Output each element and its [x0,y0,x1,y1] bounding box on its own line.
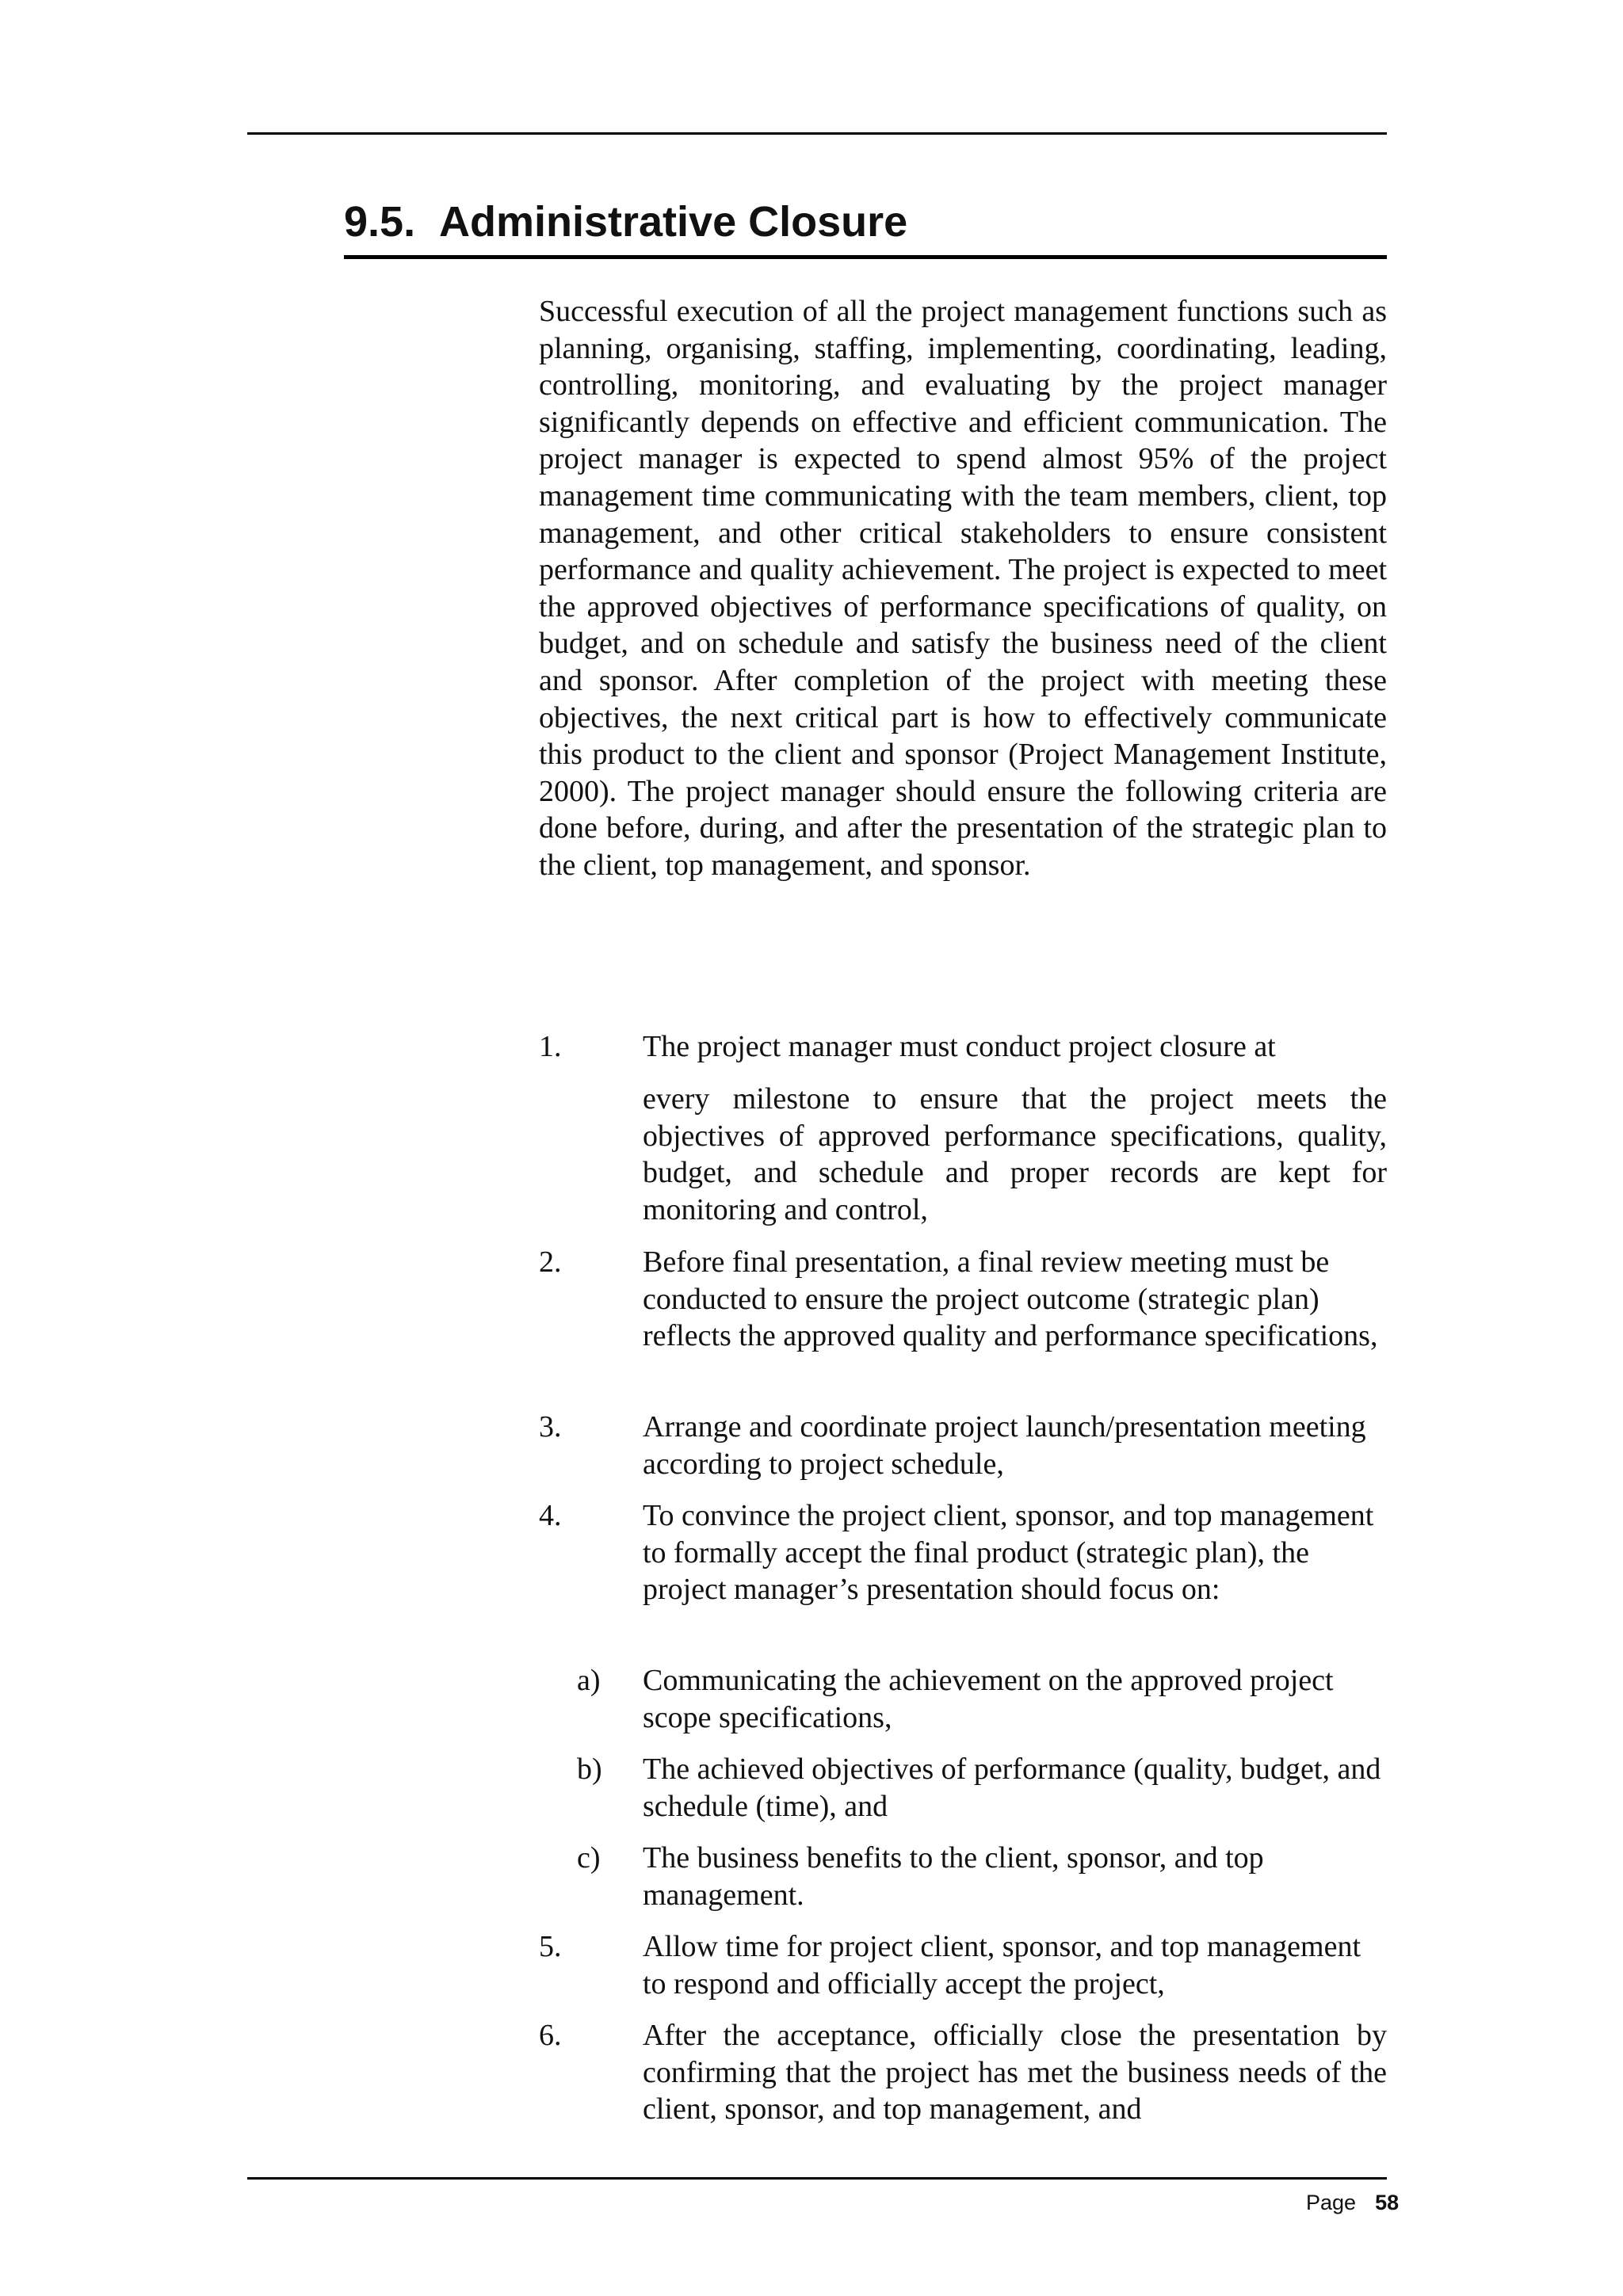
top-divider [247,132,1387,135]
list-item-first-line: The project manager must conduct project closure at [643,1030,1276,1063]
list-item-text: To convince the project client, sponsor, and top management to formally accept the final product (strategic plan), the project manager’s presentation should focus on: [643,1499,1374,1607]
page-footer [1306,2187,1399,2218]
list-marker: 3. [539,1410,562,1444]
list-item-text: After the acceptance, officially close the presentation by confirming that the project has met the business needs of the client, sponsor, and top management, and [643,2019,1387,2126]
list-item-content [643,1409,1387,1482]
footer-divider [247,2177,1387,2180]
sub-list-item-content [643,1662,1387,1736]
intro-paragraph: Successful execution of all the project management functions such as planning, organising, staffing, implementing, coordinating, leading, controlling, monitoring, and evaluating by the project manager significantly depends on effective and efficient communication. The project manager is expected to spend almost 95% of the project management time communicating with the team members, client, top management, and other critical stakeholders to ensure consistent performance and quality achievement. The project is expected to meet the approved objectives of performance specifications of quality, on budget, and on schedule and satisfy the business need of the client and sponsor. After completion of the project with meeting these objectives, the next critical part is how to effectively communicate this product to the client and sponsor (Project Management Institute, 2000). The project manager should ensure the following criteria are done before, during, and after the presentation of the strategic plan to the client, top management, and sponsor. [539,295,1387,882]
section-title: Administrative Closure [439,198,908,246]
list-marker: 4. [539,1499,562,1532]
list-item-text: Before final presentation, a final review meeting must be conducted to ensure the project outcome (strategic plan) reflects the approved quality and performance specifications, [643,1245,1378,1353]
sub-list-marker: a) [577,1664,601,1697]
list-marker: 5. [539,1930,562,1963]
list-item-content [643,1928,1387,2002]
sub-list-marker: c) [577,1841,601,1875]
section-number: 9.5. [344,198,416,246]
sub-list-item-content [643,1840,1387,1913]
list-item-continuation: every milestone to ensure that the project meets the objectives of approved performance specifications, quality, budget, and schedule and proper records are kept for monitoring and control, [643,1082,1387,1226]
page-number: 58 [1375,2191,1400,2214]
sub-list-item-text: The business benefits to the client, sponsor, and top management. [643,1841,1264,1912]
sub-list-marker: b) [577,1753,602,1786]
list-marker: 6. [539,2019,562,2052]
sub-list-item-content [643,1751,1387,1825]
page-label: Page [1306,2191,1357,2214]
list-item-content [643,1497,1387,1608]
list-item-content [643,1244,1387,1355]
list-marker: 1. [539,1030,562,1063]
list-marker: 2. [539,1245,562,1279]
section-heading [344,193,1387,250]
heading-underline [344,255,1387,259]
sub-list-item-text: The achieved objectives of performance (quality, budget, and schedule (time), and [643,1753,1381,1823]
list-item-text: Allow time for project client, sponsor, and top management to respond and officially accept the project, [643,1930,1361,2000]
list-item-content [643,2017,1387,2128]
list-item-text: Arrange and coordinate project launch/presentation meeting according to project schedule, [643,1410,1366,1481]
sub-list-item-text: Communicating the achievement on the approved project scope specifications, [643,1664,1334,1734]
